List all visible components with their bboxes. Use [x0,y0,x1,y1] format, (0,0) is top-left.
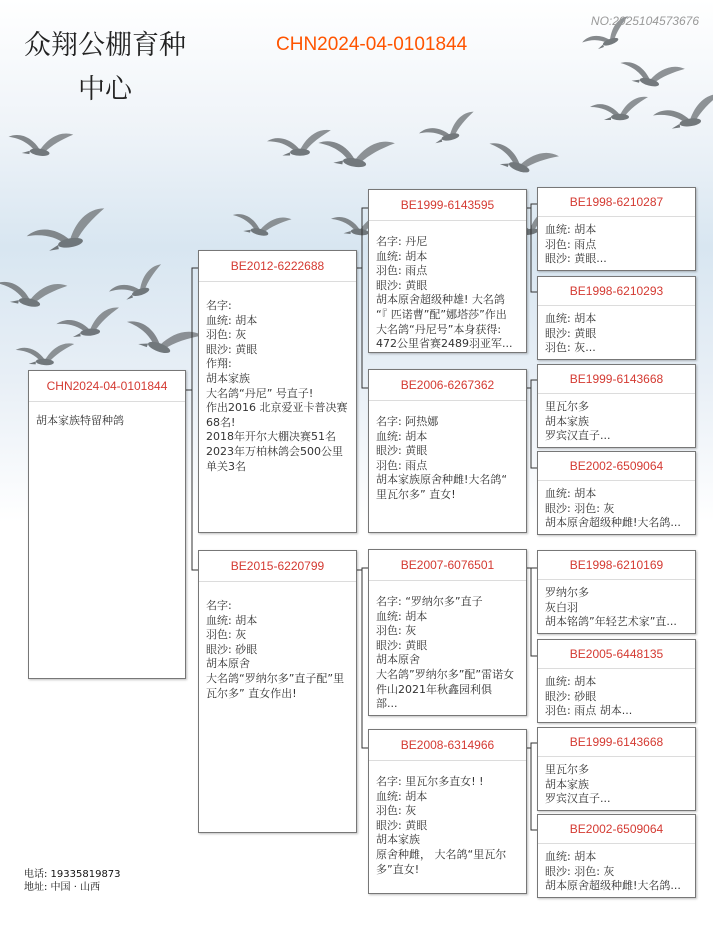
sire-line: 作翔: [206,357,232,371]
dss-details [538,580,695,630]
phone: 电话: 19335819873 [24,869,121,880]
ddd-ring: BE2002-6509064 [538,815,695,844]
sdd-card[interactable] [537,451,696,535]
ddd-line: 血统: 胡本 [545,850,597,863]
sire-card[interactable] [198,250,357,533]
sire-sire-ring: BE1999-6143595 [369,190,526,221]
dss-ring: BE1998-6210169 [538,551,695,580]
dds-details [538,757,695,807]
sd-line: 眼沙: 黄眼 [376,444,428,458]
sd-line: 名字: 阿热娜 [376,415,439,428]
ssd-line: 血统: 胡本 [545,312,597,325]
dss-card[interactable] [537,550,696,634]
ss-line: 羽色: 雨点 [376,264,428,278]
dd-line: 眼沙: 黄眼 [376,818,428,832]
dam-dam-ring: BE2008-6314966 [369,730,526,761]
sire-line: 眼沙: 黄眼 [206,342,258,356]
breeder-title [10,24,200,112]
sdd-line: 眼沙: 羽色: 灰 [545,501,615,515]
dam-line: 大名鸽“罗纳尔多”直子配”里瓦尔多” 直女作出! [206,671,345,700]
sire-dam-details [369,401,526,503]
dam-dam-details [369,761,526,877]
subject-details [29,402,185,429]
sds-ring: BE1999-6143668 [538,365,695,394]
sd-line: 里瓦尔多” 直女! [376,487,456,501]
dam-line: 眼沙: 砂眼 [206,642,258,656]
sire-line: 血统: 胡本 [206,313,258,327]
dss-line: 胡本铭鸽”年轻艺术家”直... [545,615,677,629]
dds-line: 里瓦尔多 [545,763,589,776]
dss-line: 灰白羽 [545,600,578,614]
address: 地址: 中国 · 山西 [24,882,101,893]
ss-line: 眼沙: 黄眼 [376,278,428,292]
sd-line: 胡本家族原舍种雌!大名鸽“ [376,473,508,487]
contact-info [24,868,121,894]
ssd-card[interactable] [537,276,696,360]
dsd-card[interactable] [537,639,696,723]
ds-line: 部... [376,697,398,711]
title-line-1: 众翔公棚育种 [24,30,186,61]
dd-line: 羽色: 灰 [376,804,417,818]
sds-line: 罗宾汉直子... [545,429,611,443]
dam-line: 名字: [206,599,232,612]
dd-line: 原舍种雌， 大名鸽“里瓦尔多”直女! [376,847,507,876]
sdd-line: 血统: 胡本 [545,487,597,500]
ddd-line: 胡本原舍超级种雌!大名鸽... [545,879,681,893]
dam-sire-card[interactable] [368,549,527,716]
sire-line: 作出2016 北京爱亚卡普决赛68名! [206,401,348,429]
dsd-line: 血统: 胡本 [545,675,597,688]
subject-ring: CHN2024-04-0101844 [29,371,185,402]
dam-sire-details [369,581,526,712]
dd-line: 血统: 胡本 [376,789,428,803]
sire-dam-card[interactable] [368,369,527,533]
ddd-card[interactable] [537,814,696,898]
dds-ring: BE1999-6143668 [538,728,695,757]
dds-card[interactable] [537,727,696,811]
sire-line: 名字: [206,299,232,312]
ddd-details [538,844,695,894]
ss-line: 大名鸽“丹尼号”本身获得: [376,322,502,336]
dsd-ring: BE2005-6448135 [538,640,695,669]
dd-line: 名字: 里瓦尔多直女! ! [376,775,484,788]
dd-line: 胡本家族 [376,833,420,847]
certificate-number: NO:2025104573676 [590,14,699,28]
dam-details [199,582,356,701]
dss-line: 罗纳尔多 [545,586,589,599]
ss-line: 胡本原舍超级种雄! 大名鸽 “『 匹诺曹”配”娜塔莎”作出 [376,293,509,321]
sds-card[interactable] [537,364,696,448]
header-ring-number: CHN2024-04-0101844 [276,34,468,55]
dds-line: 罗宾汉直子... [545,792,611,806]
sds-line: 里瓦尔多 [545,400,589,413]
dam-dam-card[interactable] [368,729,527,894]
sds-details [538,394,695,444]
sire-sire-card[interactable] [368,189,527,353]
ds-line: 名字: “罗纳尔多”直子 [376,595,483,608]
sdd-details [538,481,695,531]
sire-details [199,282,356,474]
dam-line: 羽色: 灰 [206,628,247,642]
ds-line: 眼沙: 黄眼 [376,638,428,652]
sire-line: 大名鸽“丹尼” 号直子! [206,386,314,400]
sire-line: 2023年万柏林鸽会500公里单关3名 [206,444,343,473]
ssd-line: 眼沙: 黄眼 [545,326,597,340]
sire-ring: BE2012-6222688 [199,251,356,282]
sss-details [538,217,695,267]
ss-line: 名字: 丹尼 [376,235,428,248]
dsd-details [538,669,695,719]
ds-line: 胡本原舍 [376,653,420,667]
sire-line: 2018年开尔大棚决赛51名 [206,430,336,444]
sire-line: 羽色: 灰 [206,328,247,342]
sss-line: 血统: 胡本 [545,223,597,236]
ds-line: 血统: 胡本 [376,609,428,623]
sss-line: 眼沙: 黄眼... [545,252,607,266]
dam-card[interactable] [198,550,357,833]
sss-card[interactable] [537,187,696,271]
ss-line: 血统: 胡本 [376,249,428,263]
sss-ring: BE1998-6210287 [538,188,695,217]
sire-sire-details [369,221,526,352]
sd-line: 血统: 胡本 [376,429,428,443]
ddd-line: 眼沙: 羽色: 灰 [545,864,615,878]
sds-line: 胡本家族 [545,414,589,428]
ssd-ring: BE1998-6210293 [538,277,695,306]
dsd-line: 眼沙: 砂眼 [545,689,597,703]
sdd-ring: BE2002-6509064 [538,452,695,481]
subject-line: 胡本家族特留种鸽 [36,414,124,427]
sire-line: 胡本家族 [206,371,250,385]
subject-card[interactable] [28,370,186,679]
sss-line: 羽色: 雨点 [545,237,597,251]
sd-line: 羽色: 雨点 [376,458,428,472]
sire-dam-ring: BE2006-6267362 [369,370,526,401]
dam-ring: BE2015-6220799 [199,551,356,582]
dam-line: 血统: 胡本 [206,613,258,627]
ds-line: 大名鸽”罗纳尔多”配”雷诺女件山2021年秋鑫园利俱 [376,667,515,696]
sdd-line: 胡本原舍超级种雌!大名鸽... [545,516,681,530]
ss-line: 472公里省赛2489羽亚军... [376,337,513,351]
dam-line: 胡本原舍 [206,657,250,671]
dds-line: 胡本家族 [545,777,589,791]
ssd-details [538,306,695,356]
title-line-2: 中心 [78,74,132,105]
dsd-line: 羽色: 雨点 胡本... [545,704,633,718]
ds-line: 羽色: 灰 [376,624,417,638]
dam-sire-ring: BE2007-6076501 [369,550,526,581]
ssd-line: 羽色: 灰... [545,341,596,355]
